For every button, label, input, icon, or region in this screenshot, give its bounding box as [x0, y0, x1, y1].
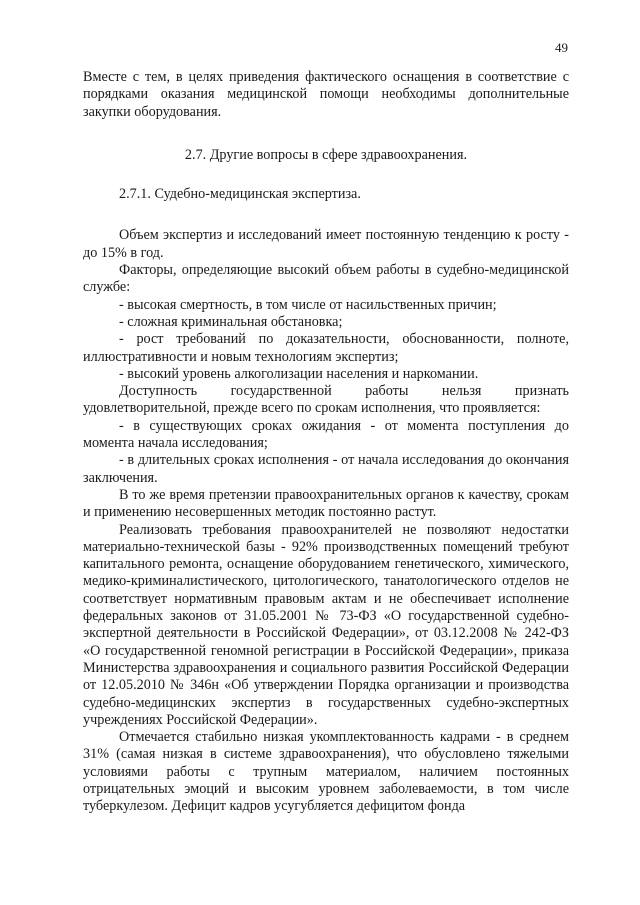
paragraph: Факторы, определяющие высокий объем работы в судебно-медицинской службе:	[83, 262, 569, 296]
list-item: - сложная криминальная обстановка;	[119, 313, 343, 330]
intro-paragraph: Вместе с тем, в целях приведения фактического оснащения в соответствие с порядками оказания медицинской помощи необходимы дополнительные закупки оборудования.	[83, 69, 569, 120]
list-item: - в длительных сроках исполнения - от начала исследования до окончания заключения.	[83, 452, 569, 486]
paragraph: В то же время претензии правоохранительных органов к качеству, срокам и применению несовершенных методик постоянно растут.	[83, 486, 569, 521]
paragraph: Отмечается стабильно низкая укомплектованность кадрами - в среднем 31% (самая низкая в системе здравоохранения), что обусловлено тяжелыми условиями работы с трупным материалом, наличием постоянных отрицательных эмоций и высоким уровнем заболеваемости, в том числе туберкулезом. Дефицит кадров усугубляется дефицитом фонда	[83, 729, 569, 815]
paragraph: Доступность государственной работы нельзя признать удовлетворительной, прежде всего по срокам исполнения, что проявляется:	[83, 383, 569, 417]
list-item: - в существующих сроках ожидания - от момента поступления до момента начала исследования;	[83, 417, 569, 452]
page-number: 49	[555, 40, 568, 55]
list-item: - высокая смертность, в том числе от насильственных причин;	[119, 296, 497, 313]
paragraph: Реализовать требования правоохранителей не позволяют недостатки материально-технической базы - 92% производственных помещений требуют капитального ремонта, оснащение оборудованием генетического, химического, медико-криминалистического, цитологического, танатологического отделов не соответствует нормативным правовым актам и не обеспечивает исполнение федеральных законов от 31.05.2001 № 73-ФЗ «О государственной судебно-экспертной деятельности в Российской Федерации», от 03.12.2008 № 242-ФЗ «О государственной геномной регистрации в Российской Федерации», приказа Министерства здравоохранения и социального развития Российской Федерации от 12.05.2010 № 346н «Об утверждении Порядка организации и производства судебно-медицинских экспертиз в государственных судебно-экспертных учреждениях Российской Федерации».	[83, 521, 569, 728]
paragraph: Объем экспертиз и исследований имеет постоянную тенденцию к росту - до 15% в год.	[83, 227, 569, 261]
list-item: - рост требований по доказательности, обоснованности, полноте, иллюстративности и новым технологиям экспертиз;	[83, 331, 569, 365]
list-item: - высокий уровень алкоголизации населения и наркомании.	[119, 365, 479, 382]
subsection-heading: 2.7.1. Судебно-медицинская экспертиза.	[119, 186, 361, 203]
section-heading: 2.7. Другие вопросы в сфере здравоохранения.	[184, 146, 468, 163]
document-body	[83, 69, 569, 816]
